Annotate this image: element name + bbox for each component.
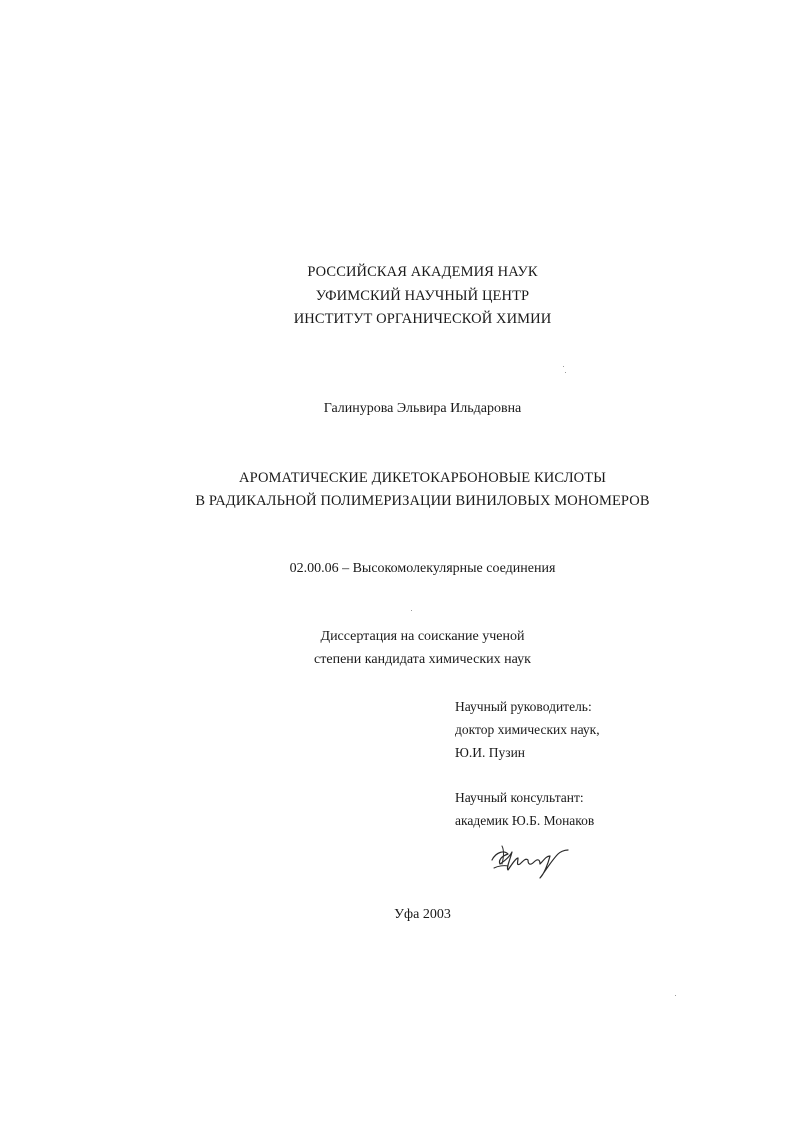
specialty-code: 02.00.06 – Высокомолекулярные соединения (289, 561, 556, 576)
scan-speck (675, 995, 676, 996)
dissertation-title-line-2: В РАДИКАЛЬНОЙ ПОЛИМЕРИЗАЦИИ ВИНИЛОВЫХ МОНОМЕРОВ (195, 493, 650, 509)
scan-speck (411, 610, 412, 611)
consultant-label: Научный консультант: (455, 790, 584, 805)
scan-speck (563, 366, 564, 367)
degree-line-2: степени кандидата химических наук (314, 652, 531, 667)
consultant-name: академик Ю.Б. Монаков (455, 813, 595, 828)
place-and-year: Уфа 2003 (394, 907, 451, 922)
author-name: Галинурова Эльвира Ильдаровна (323, 401, 522, 416)
supervisor-rank: доктор химических наук, (455, 722, 600, 737)
institution-line-3: ИНСТИТУТ ОРГАНИЧЕСКОЙ ХИМИИ (293, 311, 552, 327)
supervisor-name: Ю.И. Пузин (455, 745, 526, 760)
scan-speck (565, 372, 566, 373)
institution-line-2: УФИМСКИЙ НАУЧНЫЙ ЦЕНТР (315, 288, 530, 304)
supervisor-label: Научный руководитель: (455, 699, 592, 714)
handwritten-signature (488, 838, 570, 880)
dissertation-title-line-1: АРОМАТИЧЕСКИЕ ДИКЕТОКАРБОНОВЫЕ КИСЛОТЫ (239, 470, 606, 486)
institution-line-1: РОССИЙСКАЯ АКАДЕМИЯ НАУК (307, 264, 538, 280)
degree-line-1: Диссертация на соискание ученой (320, 629, 525, 644)
